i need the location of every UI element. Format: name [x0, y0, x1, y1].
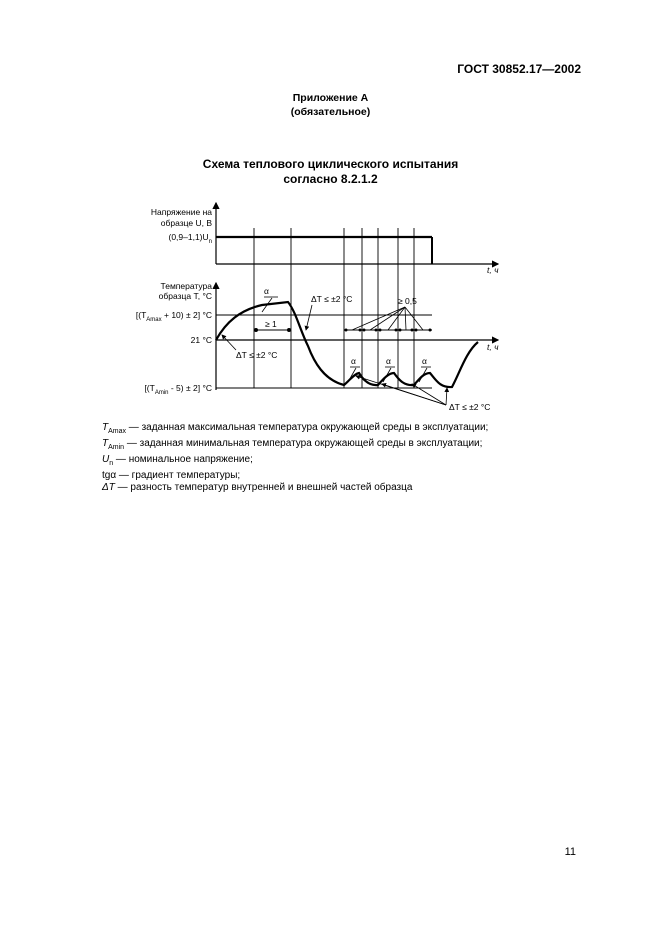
temperature-time-label: t, ч: [487, 342, 499, 352]
legend-item-tamax: $T_{Amax}$ — заданная максимальная температура окружающей среды в эксплуатации;: [102, 422, 489, 435]
legend-item-un: $U_n$ — номинальное напряжение;: [102, 454, 253, 467]
temperature-axis-label-2: образца T, °С: [158, 291, 212, 301]
temperature-axis-label-1: Температура: [160, 281, 212, 291]
tmax-level-label: $[(T_{Amax} + 10) \pm 2]$ °С: [135, 310, 212, 323]
page-number: 11: [564, 846, 576, 858]
delta-t-label-left: ΔT ≤ ±2 °С: [236, 350, 278, 360]
thermal-cycle-diagram: [0, 0, 661, 430]
alpha-trough-2: α: [386, 356, 391, 366]
alpha-peak-label: α: [264, 286, 269, 296]
figure-title-line1: Схема теплового циклического испытания: [202, 157, 459, 171]
tmin-level-label: $[(T_{Amin} - 5) \pm 2]$ °С: [144, 383, 212, 396]
alpha-trough-1: α: [351, 356, 356, 366]
legend-item-tga: tgα — градиент температуры;: [102, 470, 241, 481]
appendix-title: Приложение А: [292, 92, 369, 104]
ge1-label: ≥ 1: [265, 319, 277, 329]
figure-title-line2: согласно 8.2.1.2: [283, 172, 378, 186]
legend-item-tamin: $T_{Amin}$ — заданная минимальная температура окружающей среды в эксплуатации;: [102, 438, 483, 451]
ge05-label: ≥ 0,5: [398, 296, 417, 306]
voltage-axis-label-1: Напряжение на: [150, 207, 212, 217]
room-temperature-label: 21 °С: [190, 335, 212, 345]
ge05-leader-lines: [352, 307, 423, 330]
voltage-time-label: t, ч: [487, 265, 499, 275]
legend-item-delta-t: ΔT — разность температур внутренней и внешней частей образца: [102, 482, 413, 493]
voltage-axis-label-2: образце U, В: [160, 218, 212, 228]
delta-t-label-top: ΔT ≤ ±2 °С: [311, 294, 353, 304]
alpha-trough-3: α: [422, 356, 427, 366]
appendix-subtitle: (обязательное): [290, 106, 371, 118]
symbol-legend: [102, 422, 488, 494]
delta-t-label-bottom: ΔT ≤ ±2 °С: [449, 402, 491, 412]
voltage-level-label: $(0,9-1,1)U_n$: [168, 232, 212, 245]
standard-number: ГОСТ 30852.17—2002: [457, 62, 581, 76]
